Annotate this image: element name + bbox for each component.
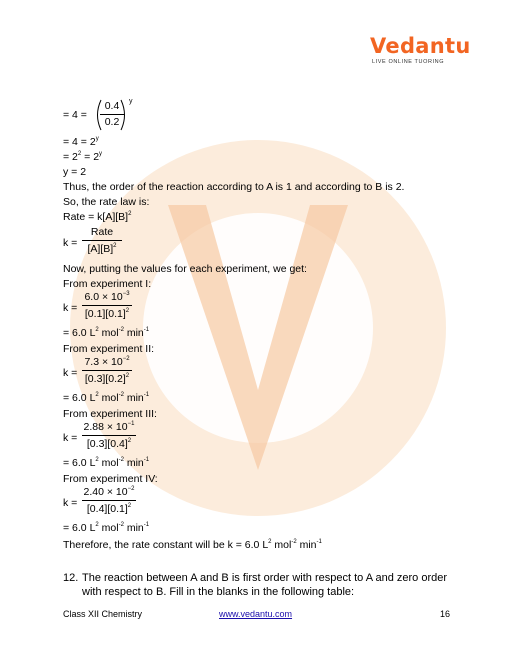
experiment-title: From experiment III: bbox=[63, 408, 157, 420]
fraction-bar bbox=[82, 240, 122, 241]
fraction-numerator: 0.4 bbox=[104, 100, 120, 112]
k-label: k = bbox=[63, 237, 78, 249]
page-number: 16 bbox=[440, 609, 451, 619]
fraction-experiment-4 bbox=[82, 486, 136, 518]
fraction-bar bbox=[82, 370, 132, 371]
experiment-title: From experiment II: bbox=[63, 343, 155, 355]
experiment-title: From experiment IV: bbox=[63, 473, 158, 485]
fraction-experiment-1 bbox=[82, 291, 132, 323]
fraction-bar bbox=[82, 500, 136, 501]
rate-law: Rate = $k[A][B]^2$ bbox=[63, 211, 132, 223]
fraction-denominator: 0.2 bbox=[104, 116, 120, 128]
fraction-numerator: $2.40 \times 10^{-2}$ bbox=[83, 486, 135, 498]
experiment-result: = 6.0 $L^2$ mol$^{-2}$ $\min^{-1}$ bbox=[63, 522, 150, 534]
k-label: k = bbox=[63, 497, 78, 509]
eq-line-4: y = 2 bbox=[63, 166, 87, 178]
eq-line-2: = $4 = 2^y$ bbox=[63, 136, 99, 148]
experiment-result: = 6.0 $L^2$ mol$^{-2}$ $\min^{-1}$ bbox=[63, 392, 150, 404]
fraction-numerator: $7.3 \times 10^{-2}$ bbox=[84, 356, 130, 368]
eq-line-3: = $2^2 = 2^y$ bbox=[63, 151, 103, 163]
fraction-denominator: $[0.3][0.4]^2$ bbox=[86, 438, 132, 450]
experiment-result: = 6.0 $L^2$ mol$^{-2}$ $\min^{-1}$ bbox=[63, 457, 150, 469]
k-label: k = bbox=[63, 367, 78, 379]
question-number: 12. bbox=[63, 572, 79, 584]
fraction-denominator: $[A][B]^2$ bbox=[87, 243, 117, 255]
experiment-title: From experiment I: bbox=[63, 278, 152, 290]
substitution-intro: Now, putting the values for each experiment, we get: bbox=[63, 263, 307, 275]
fraction-ratio bbox=[100, 100, 124, 132]
experiment-result: = 6.0 $L^2$ mol$^{-2}$ $\min^{-1}$ bbox=[63, 327, 150, 339]
question-line-1: The reaction between A and B is first order with respect to A and zero order bbox=[82, 572, 448, 584]
k-label: k = bbox=[63, 432, 78, 444]
fraction-experiment-3 bbox=[82, 421, 136, 453]
k-label: k = bbox=[63, 302, 78, 314]
fraction-denominator: $[0.4][0.1]^2$ bbox=[86, 503, 132, 515]
rate-law-intro: So, the rate law is: bbox=[63, 196, 150, 208]
fraction-denominator: $[0.1][0.1]^2$ bbox=[84, 308, 130, 320]
footer-subject: Class XII Chemistry bbox=[63, 609, 143, 619]
brand-tagline: LIVE ONLINE TUORING bbox=[372, 59, 445, 65]
exponent: y bbox=[129, 98, 133, 105]
vedantu-logo bbox=[370, 34, 480, 65]
fraction-bar bbox=[82, 435, 136, 436]
footer-website-link[interactable]: www.vedantu.com bbox=[219, 609, 293, 619]
fraction-numerator: $6.0 \times 10^{-3}$ bbox=[84, 291, 130, 303]
fraction-denominator: $[0.3][0.2]^2$ bbox=[84, 373, 130, 385]
brand-name: Vedantu bbox=[370, 34, 471, 58]
question-line-2: with respect to B. Fill in the blanks in the following table: bbox=[82, 586, 355, 598]
fraction-experiment-2 bbox=[82, 356, 132, 388]
order-statement: Thus, the order of the reaction according to A is 1 and according to B is 2. bbox=[63, 181, 405, 193]
fraction-bar bbox=[82, 305, 132, 306]
fraction-bar bbox=[100, 114, 124, 115]
fraction-rate-expression bbox=[82, 226, 122, 258]
fraction-numerator: Rate bbox=[90, 226, 114, 238]
rate-constant-conclusion: Therefore, the rate constant will be k = 6.0 $L^2$ mol$^{-2}$ $\min^{-1}$ bbox=[63, 539, 322, 551]
eq-line-1-prefix: = 4 = bbox=[63, 109, 87, 121]
fraction-numerator: $2.88 \times 10^{-1}$ bbox=[83, 421, 135, 433]
